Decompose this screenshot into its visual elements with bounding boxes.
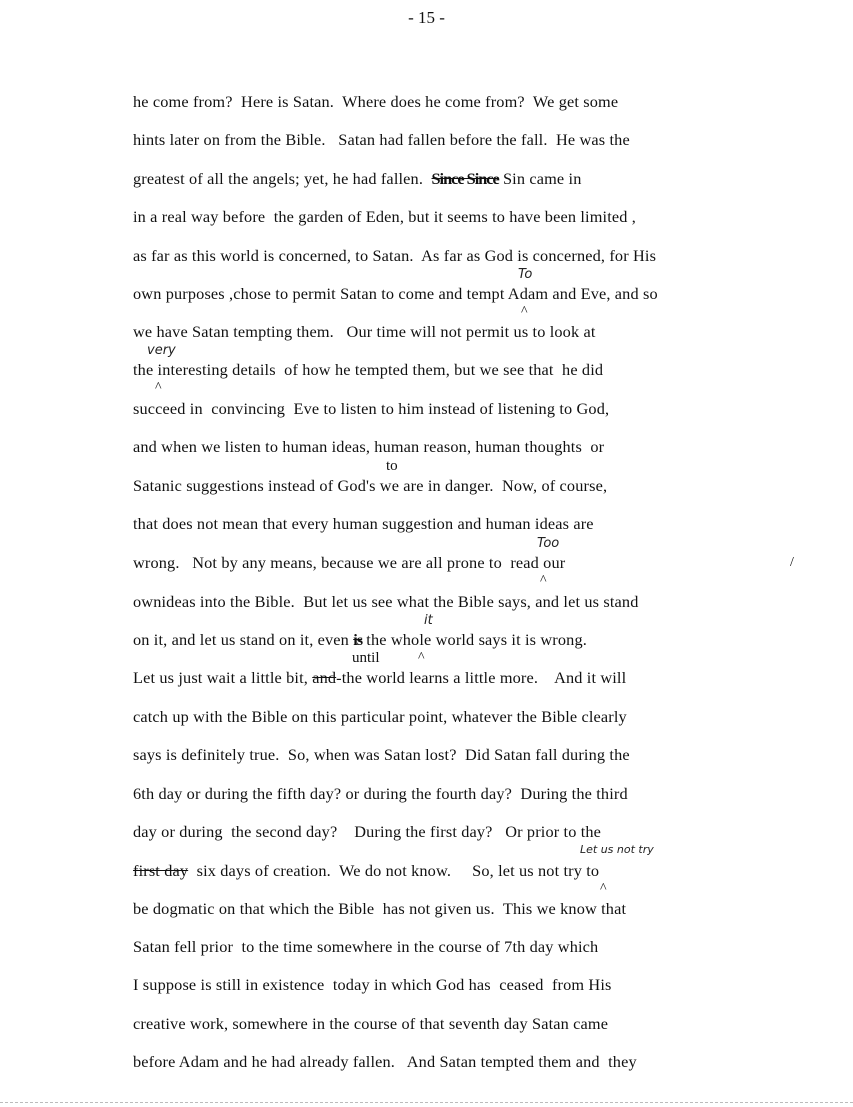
- struck-text: first day: [133, 861, 189, 880]
- caret-mark: ^: [418, 650, 425, 665]
- text-line: ownideas into the Bible. But let us see what the Bible says, and let us stand: [133, 592, 639, 611]
- text-line: succeed in convincing Eve to listen to him instead of listening to God,: [133, 399, 610, 418]
- struck-text: is: [353, 630, 363, 649]
- caret-mark: ^: [155, 380, 162, 395]
- text-line: 6th day or during the fifth day? or during the fourth day? During the third: [133, 784, 628, 803]
- text-line: as far as this world is concerned, to Satan. As far as God is concerned, for His: [133, 246, 657, 265]
- text-line: he come from? Here is Satan. Where does he come from? We get some: [133, 92, 619, 111]
- text-line: Satan fell prior to the time somewhere in the course of 7th day which: [133, 937, 599, 956]
- text-segment: on it, and let us stand on it, even: [133, 630, 354, 649]
- handwritten-insert: it: [424, 613, 433, 628]
- text-line: [133, 630, 587, 649]
- text-line: [133, 169, 582, 188]
- text-line: I suppose is still in existence today in which God has ceased from His: [133, 975, 612, 994]
- text-segment: -the world learns a little more. And it will: [336, 668, 627, 687]
- text-line: that does not mean that every human suggestion and human ideas are: [133, 514, 594, 533]
- text-line: Satanic suggestions instead of God's we are in danger. Now, of course,: [133, 476, 608, 495]
- text-segment: the whole world says it is wrong.: [362, 630, 587, 649]
- text-line: the interesting details of how he tempted them, but we see that he did: [133, 360, 604, 379]
- page-number: - 15 -: [408, 8, 445, 27]
- struck-text: Since Since: [431, 169, 499, 188]
- text-line: says is definitely true. So, when was Satan lost? Did Satan fall during the: [133, 745, 630, 764]
- text-segment: Sin came in: [498, 169, 582, 188]
- text-line: and when we listen to human ideas, human reason, human thoughts or: [133, 437, 605, 456]
- handwritten-insert: To: [518, 267, 533, 282]
- text-line: creative work, somewhere in the course of that seventh day Satan came: [133, 1014, 609, 1033]
- text-line: in a real way before the garden of Eden, but it seems to have been limited ,: [133, 207, 636, 226]
- text-segment: greatest of all the angels; yet, he had fallen.: [133, 169, 432, 188]
- text-line: hints later on from the Bible. Satan had fallen before the fall. He was the: [133, 130, 630, 149]
- caret-mark: ^: [521, 304, 528, 319]
- text-line: day or during the second day? During the first day? Or prior to the: [133, 822, 602, 841]
- text-segment: six days of creation. We do not know. So, let us not try to: [188, 861, 600, 880]
- struck-text: and: [312, 668, 337, 687]
- caret-mark: ^: [600, 881, 607, 896]
- margin-tick: /: [790, 555, 794, 570]
- caret-mark: ^: [540, 573, 547, 588]
- text-line: we have Satan tempting them. Our time will not permit us to look at: [133, 322, 596, 341]
- typed-insert: until: [352, 650, 380, 666]
- text-line: [133, 668, 626, 687]
- text-line: [133, 861, 599, 880]
- page-bottom-edge: [0, 1102, 853, 1105]
- text-line: wrong. Not by any means, because we are all prone to read our: [133, 553, 566, 572]
- text-segment: Let us just wait a little bit,: [133, 668, 313, 687]
- text-line: be dogmatic on that which the Bible has not given us. This we know that: [133, 899, 627, 918]
- handwritten-insert: very: [147, 343, 176, 358]
- typed-insert: to: [386, 458, 398, 474]
- text-line: before Adam and he had already fallen. And Satan tempted them and they: [133, 1052, 637, 1071]
- handwritten-insert: Too: [537, 536, 560, 551]
- handwritten-insert: Let us not try: [580, 843, 654, 856]
- text-line: catch up with the Bible on this particular point, whatever the Bible clearly: [133, 707, 627, 726]
- text-line: own purposes ,chose to permit Satan to come and tempt Adam and Eve, and so: [133, 284, 658, 303]
